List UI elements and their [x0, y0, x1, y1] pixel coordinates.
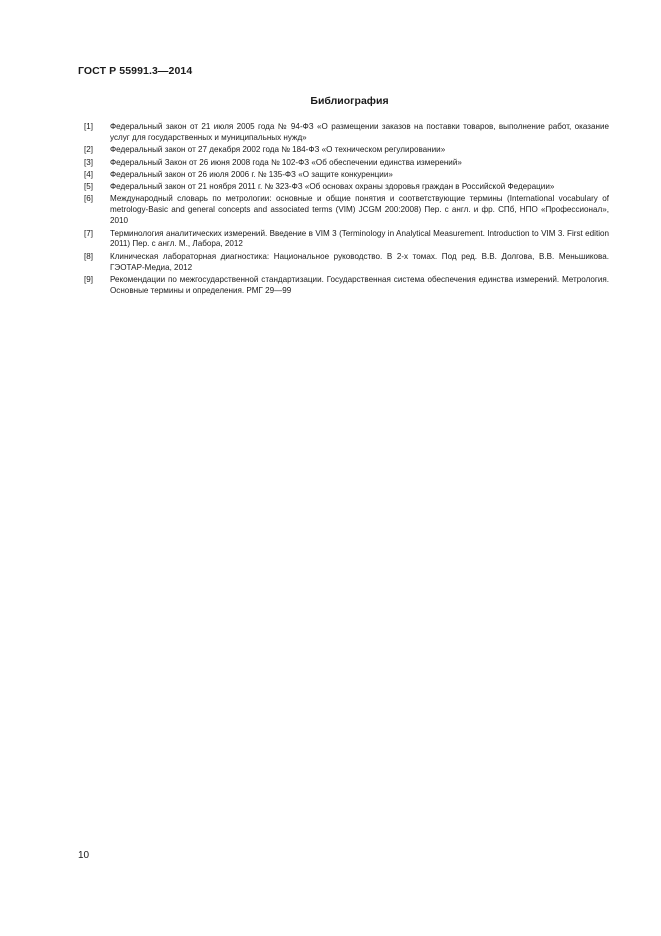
- entry-text: Федеральный Закон от 26 июня 2008 года № 102-ФЗ «Об обеспечении единства измерений»: [110, 157, 462, 167]
- entry-number: [7]: [84, 228, 93, 238]
- bibliography-entry: [84, 145, 609, 156]
- document-header: ГОСТ Р 55991.3—2014: [78, 65, 193, 77]
- bibliography-entry: [84, 182, 609, 193]
- entry-text: Рекомендации по межгосударственной стандартизации. Государственная система обеспечения единства измерений. Метрология. Основные термины и определения. РМГ 29—99: [110, 274, 609, 295]
- bibliography-entry: [84, 229, 609, 251]
- entry-number: [1]: [84, 122, 93, 131]
- bibliography-entry: [84, 122, 609, 144]
- entry-text: Клиническая лабораторная диагностика: Национальное руководство. В 2-х томах. Под ред. В.В. Долгова, В.В. Меньшикова. ГЭОТАР-Медиа, 2012: [110, 251, 609, 272]
- page-number: 10: [78, 850, 90, 861]
- entry-text: Терминология аналитических измерений. Введение в VIM 3 (Terminology in Analytical Measurement. Introduction to VIM 3. First edition 2011) Пер. с англ. М., Лабора, 2012: [110, 228, 609, 249]
- bibliography-entry: [84, 194, 609, 227]
- entry-number: [5]: [84, 182, 93, 192]
- entry-text: Федеральный закон от 26 июля 2006 г. № 135-ФЗ «О защите конкуренции»: [110, 169, 393, 179]
- entry-text: Международный словарь по метрологии: основные и общие понятия и соответствующие термины (International vocabulary of metrology-Basic and general concepts and associated terms (VIM) JCGM 200:2008) Пер. с англ. и фр. СПб, НПО «Профессионал», 2010: [110, 194, 609, 226]
- bibliography-entry: [84, 158, 609, 169]
- entry-number: [9]: [84, 274, 93, 284]
- entry-number: [6]: [84, 194, 93, 204]
- entry-number: [8]: [84, 251, 93, 261]
- entry-text: Федеральный закон от 21 июля 2005 года № 94-ФЗ «О размещении заказов на поставки товаров, выполнение работ, оказание услуг для государственных и муниципальных нужд»: [110, 122, 609, 142]
- bibliography-entry: [84, 275, 609, 297]
- bibliography-title: Библиография: [310, 95, 389, 107]
- bibliography-entry: [84, 252, 609, 274]
- entry-text: Федеральный закон от 21 ноября 2011 г. № 323-ФЗ «Об основах охраны здоровья граждан в Российской Федерации»: [110, 182, 555, 192]
- entry-number: [4]: [84, 169, 93, 179]
- bibliography-entry: [84, 170, 609, 181]
- entry-number: [2]: [84, 145, 93, 155]
- entry-text: Федеральный закон от 27 декабря 2002 года № 184-ФЗ «О техническом регулировании»: [110, 145, 446, 155]
- bibliography-list: [84, 122, 609, 298]
- entry-number: [3]: [84, 157, 93, 167]
